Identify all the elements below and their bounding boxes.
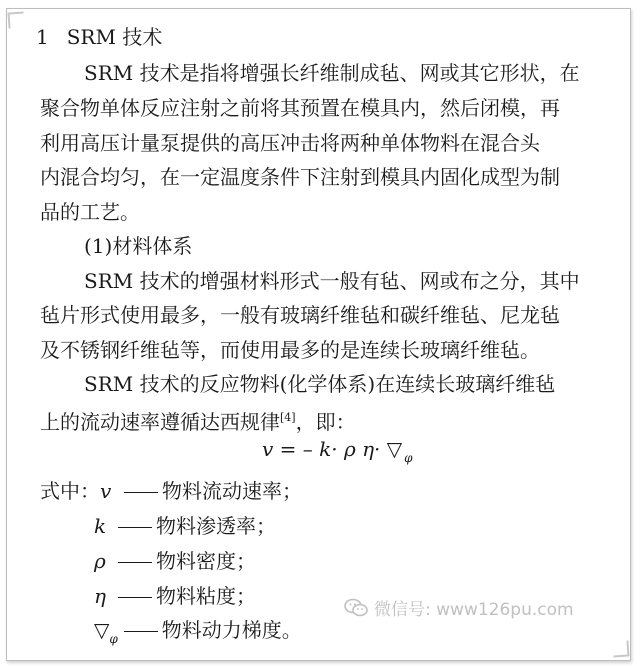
definition-dash [124, 492, 158, 493]
definition-dash [118, 562, 152, 563]
paragraph-line: 聚合物单体反应注射之前将其预置在模具内，然后闭模，再 [40, 96, 560, 120]
definition-dash [118, 597, 152, 598]
paragraph-line: 内混合均匀，在一定温度条件下注射到模具内固化成型为制 [40, 165, 560, 189]
wechat-icon [344, 598, 368, 618]
definition-row [94, 614, 302, 646]
paragraph-line [40, 405, 356, 435]
definition-dash [124, 631, 158, 632]
section-title: SRM 技术 [66, 25, 163, 49]
definition-symbol: ρ [94, 549, 106, 573]
paragraph-line: 品的工艺。 [40, 200, 140, 224]
definition-text: 物料流动速率； [162, 479, 302, 503]
definition-row [94, 510, 276, 539]
paragraph-line: 及不锈钢纤维毡等，而使用最多的是连续长玻璃纤维毡。 [40, 338, 540, 362]
definition-symbol: v [100, 479, 112, 503]
definition-text: 物料动力梯度。 [161, 618, 302, 642]
formula-expression: v = – k· ρ η· ▽ [262, 437, 403, 461]
paragraph-line: 毡片形式使用最多，一般有玻璃纤维毡和碳纤维毡、尼龙毡 [40, 303, 560, 327]
paragraph-line: SRM 技术的增强材料形式一般有毡、网或布之分，其中 [84, 269, 580, 293]
darcy-formula [262, 437, 413, 465]
definition-row [40, 475, 302, 504]
paragraph-line: 利用高压计量泵提供的高压冲击将两种单体物料在混合头 [40, 131, 540, 155]
paragraph-text: ，即： [295, 410, 356, 434]
definition-symbol: ▽ [94, 618, 110, 642]
section-number: 1 [36, 25, 49, 49]
formula-subscript: φ [404, 451, 413, 465]
wechat-watermark [344, 595, 574, 620]
definition-text: 物料粘度； [156, 584, 256, 608]
definition-dash [118, 527, 152, 528]
subheading: (1)材料体系 [84, 234, 193, 258]
definition-subscript: φ [109, 632, 118, 646]
paragraph-text: 上的流动速率遵循达西规律 [40, 410, 280, 434]
definition-symbol: η [94, 584, 106, 608]
definition-symbol: k [94, 514, 107, 538]
paragraph-line: SRM 技术的反应物料(化学体系)在连续长玻璃纤维毡 [84, 372, 556, 396]
definition-row [94, 580, 256, 609]
citation-marker: [4] [280, 411, 296, 424]
watermark-text: 微信号: www126pu.com [374, 600, 574, 620]
definition-row [94, 545, 256, 574]
definition-text: 物料渗透率； [156, 514, 276, 538]
paragraph-line: SRM 技术是指将增强长纤维制成毡、网或其它形状，在 [84, 61, 580, 85]
definition-text: 物料密度； [156, 549, 256, 573]
definition-lead: 式中： [40, 479, 100, 503]
section-heading [36, 24, 162, 50]
